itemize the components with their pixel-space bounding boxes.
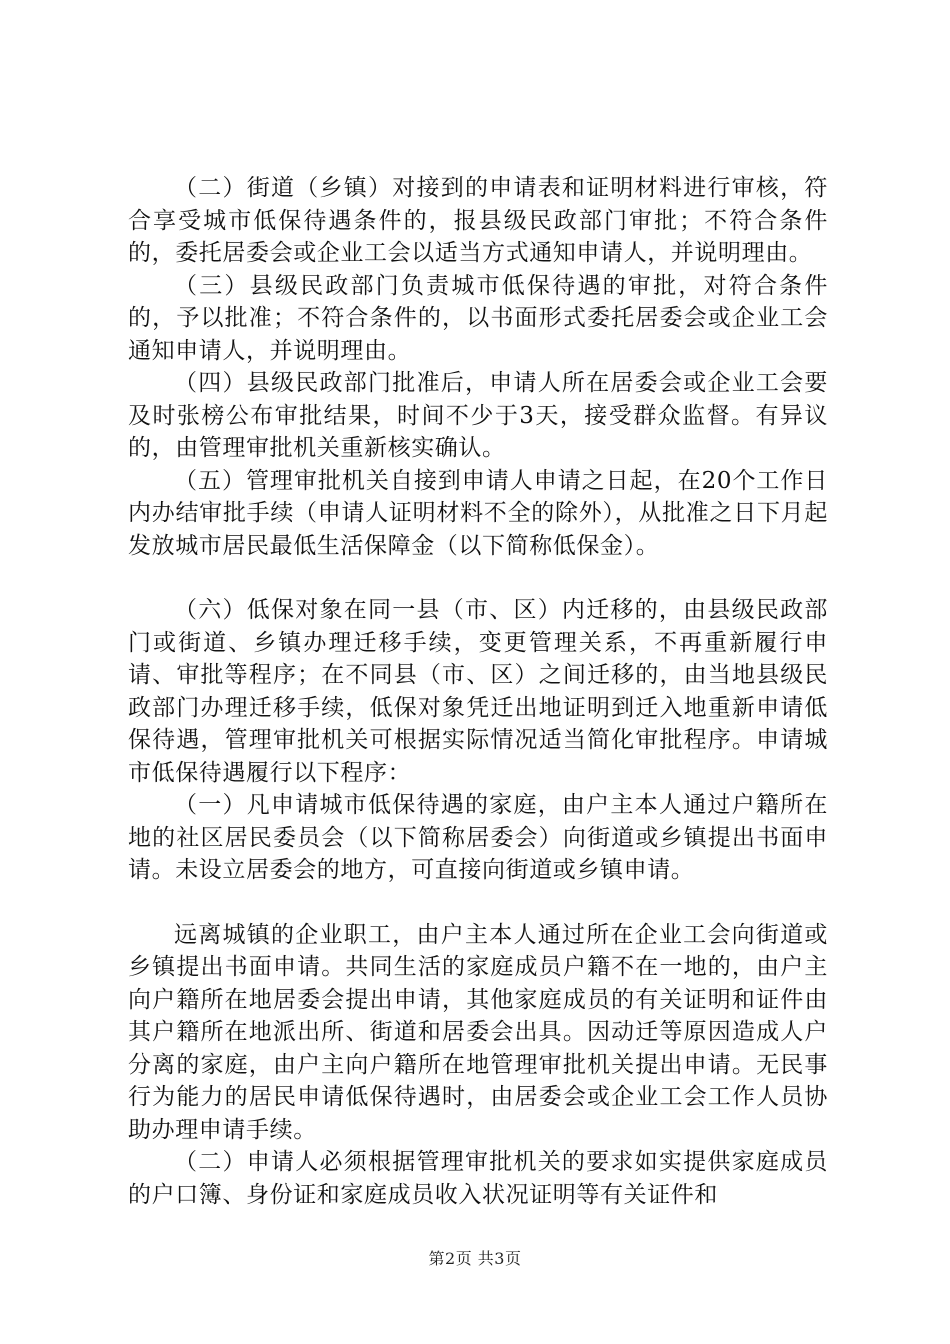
paragraph-2-documents: （二）申请人必须根据管理审批机关的要求如实提供家庭成员的户口簿、身份证和家庭成员收入状况证明等有关证件和 — [128, 1149, 828, 1208]
paragraph-6-relocation: （六）低保对象在同一县（市、区）内迁移的，由县级民政部门或街道、乡镇办理迁移手续，变更管理关系，不再重新履行申请、审批等程序；在不同县（市、区）之间迁移的，由当地县级民政部门办理迁移手续，低保对象凭迁出地证明到迁入地重新申请低保待遇，管理审批机关可根据实际情况适当简化审批程序。申请城市低保待遇履行以下程序： — [128, 597, 828, 786]
paragraph-5-processing-time: （五）管理审批机关自接到申请人申请之日起，在20个工作日内办结审批手续（申请人证明材料不全的除外），从批准之日下月起发放城市居民最低生活保障金（以下简称低保金）。 — [128, 467, 828, 559]
paragraph-remote-workers: 远离城镇的企业职工，由户主本人通过所在企业工会向街道或乡镇提出书面申请。共同生活的家庭成员户籍不在一地的，由户主向户籍所在地居委会提出申请，其他家庭成员的有关证明和证件由其户籍所在地派出所、街道和居委会出具。因动迁等原因造成人户分离的家庭，由户主向户籍所在地管理审批机关提出申请。无民事行为能力的居民申请低保待遇时，由居委会或企业工会工作人员协助办理申请手续。 — [128, 921, 828, 1143]
paragraph-2-street-review: （二）街道（乡镇）对接到的申请表和证明材料进行审核，符合享受城市低保待遇条件的，报县级民政部门审批；不符合条件的，委托居委会或企业工会以适当方式通知申请人，并说明理由。 — [128, 175, 828, 266]
paragraph-3-county-approval: （三）县级民政部门负责城市低保待遇的审批，对符合条件的，予以批准；不符合条件的，以书面形式委托居委会或企业工会通知申请人，并说明理由。 — [128, 272, 828, 364]
page-number: 第2页 共3页 — [428, 1249, 522, 1268]
document-body — [128, 172, 828, 1211]
paragraph-1-application: （一）凡申请城市低保待遇的家庭，由户主本人通过户籍所在地的社区居民委员会（以下简称居委会）向街道或乡镇提出书面申请。未设立居委会的地方，可直接向街道或乡镇申请。 — [128, 792, 828, 883]
paragraph-4-public-notice: （四）县级民政部门批准后，申请人所在居委会或企业工会要及时张榜公布审批结果，时间不少于3天，接受群众监督。有异议的，由管理审批机关重新核实确认。 — [128, 370, 828, 461]
